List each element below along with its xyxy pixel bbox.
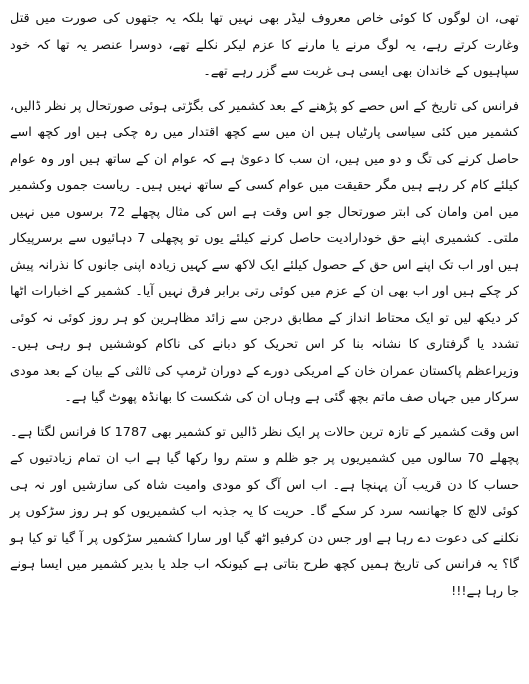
- article-paragraph-3: اس وقت کشمیر کے تازہ ترین حالات پر ایک نظر ڈالیں تو کشمیر بھی 1787 کا فرانس لگتا ہے۔ پچھلے 70 سالوں میں کشمیریوں پر جو ظلم و ستم روا رکھا گیا ہے اب ان تمام زیادتیوں کے حساب کا دن قریب آن پہنچا ہے۔ اب اس آگ کو مودی وامیت شاہ کی سازشیں اور نہ ہی کوئی لالچ کا جھانسہ سرد کر سکے گا۔ حریت کا یہ جذبہ اب کشمیریوں کو ہر روز سڑکوں پر نکلنے کی دعوت دے رہا ہے اور جس دن کرفیو اٹھ گیا اور سارا کشمیر سڑکوں پر آ گیا تو کیا ہو گا؟ یہ فرانس کی تاریخ ہمیں کچھ طرح بتاتی ہے کیونکہ اب جلد یا بدیر کشمیر میں ایسا ہونے جا رہا ہے!!!: [10, 424, 520, 599]
- article-paragraph-2: فرانس کی تاریخ کے اس حصے کو پڑھنے کے بعد کشمیر کی بگڑتی ہوئی صورتحال پر نظر ڈالیں، کشمیر میں کئی سیاسی پارٹیاں ہیں ان میں سے کچھ اقتدار میں رہ چکی ہیں اور کچھ اسے حاصل کرنے کی تگ و دو میں ہیں، ان سب کا دعویٰ ہے کہ عوام ان کے ساتھ ہیں اور وہ عوام کیلئے کام کر رہے ہیں مگر حقیقت میں عوام کسی کے ساتھ نہیں ہیں۔ ریاست جموں وکشمیر میں امن وامان کی ابتر صورتحال جو اس وقت ہے اس کی مثال پچھلے 72 برسوں میں نہیں ملتی۔ کشمیری اپنے حق خودارادیت حاصل کرنے کیلئے یوں تو پچھلی 7 دہائیوں سے برسرپیکار ہیں اور اب تک اپنے اس حق کے حصول کیلئے ایک لاکھ سے کہیں زیادہ اپنی جانوں کا نذرانہ پیش کر چکے ہیں اور اب بھی ان کے عزم میں کوئی رتی برابر فرق نہیں آیا۔ کشمیر کے اخبارات اٹھا کر دیکھ لیں تو ایک محتاط انداز کے مطابق درجن سے زائد مظاہرین کو ہر روز کوئی نہ کوئی تشدد یا گرفتاری کا نشانہ بنا کر اس تحریک کو دبانے کی ناکام کوششیں ہو رہی ہیں۔ وزیراعظم پاکستان عمران خان کے امریکی دورے کے دوران ٹرمپ کی ثالثی کے بیان کے بعد مودی سرکار میں جہاں صف ماتم بچھ گئی ہے وہاں ان کی شکست کا بھانڈہ پھوٹ گیا ہے۔: [10, 98, 520, 405]
- article-paragraph-1: تھی، ان لوگوں کا کوئی خاص معروف لیڈر بھی نہیں تھا بلکہ یہ جتھوں کی صورت میں قتل وغارت کرتے رہے، یہ لوگ مرنے یا مارنے کا عزم لیکر نکلے تھے، دوسرا عنصر یہ تھا کہ خود سپاہیوں کے خاندان بھی ایسی ہی غربت سے گزر رہے تھے۔: [10, 11, 519, 79]
